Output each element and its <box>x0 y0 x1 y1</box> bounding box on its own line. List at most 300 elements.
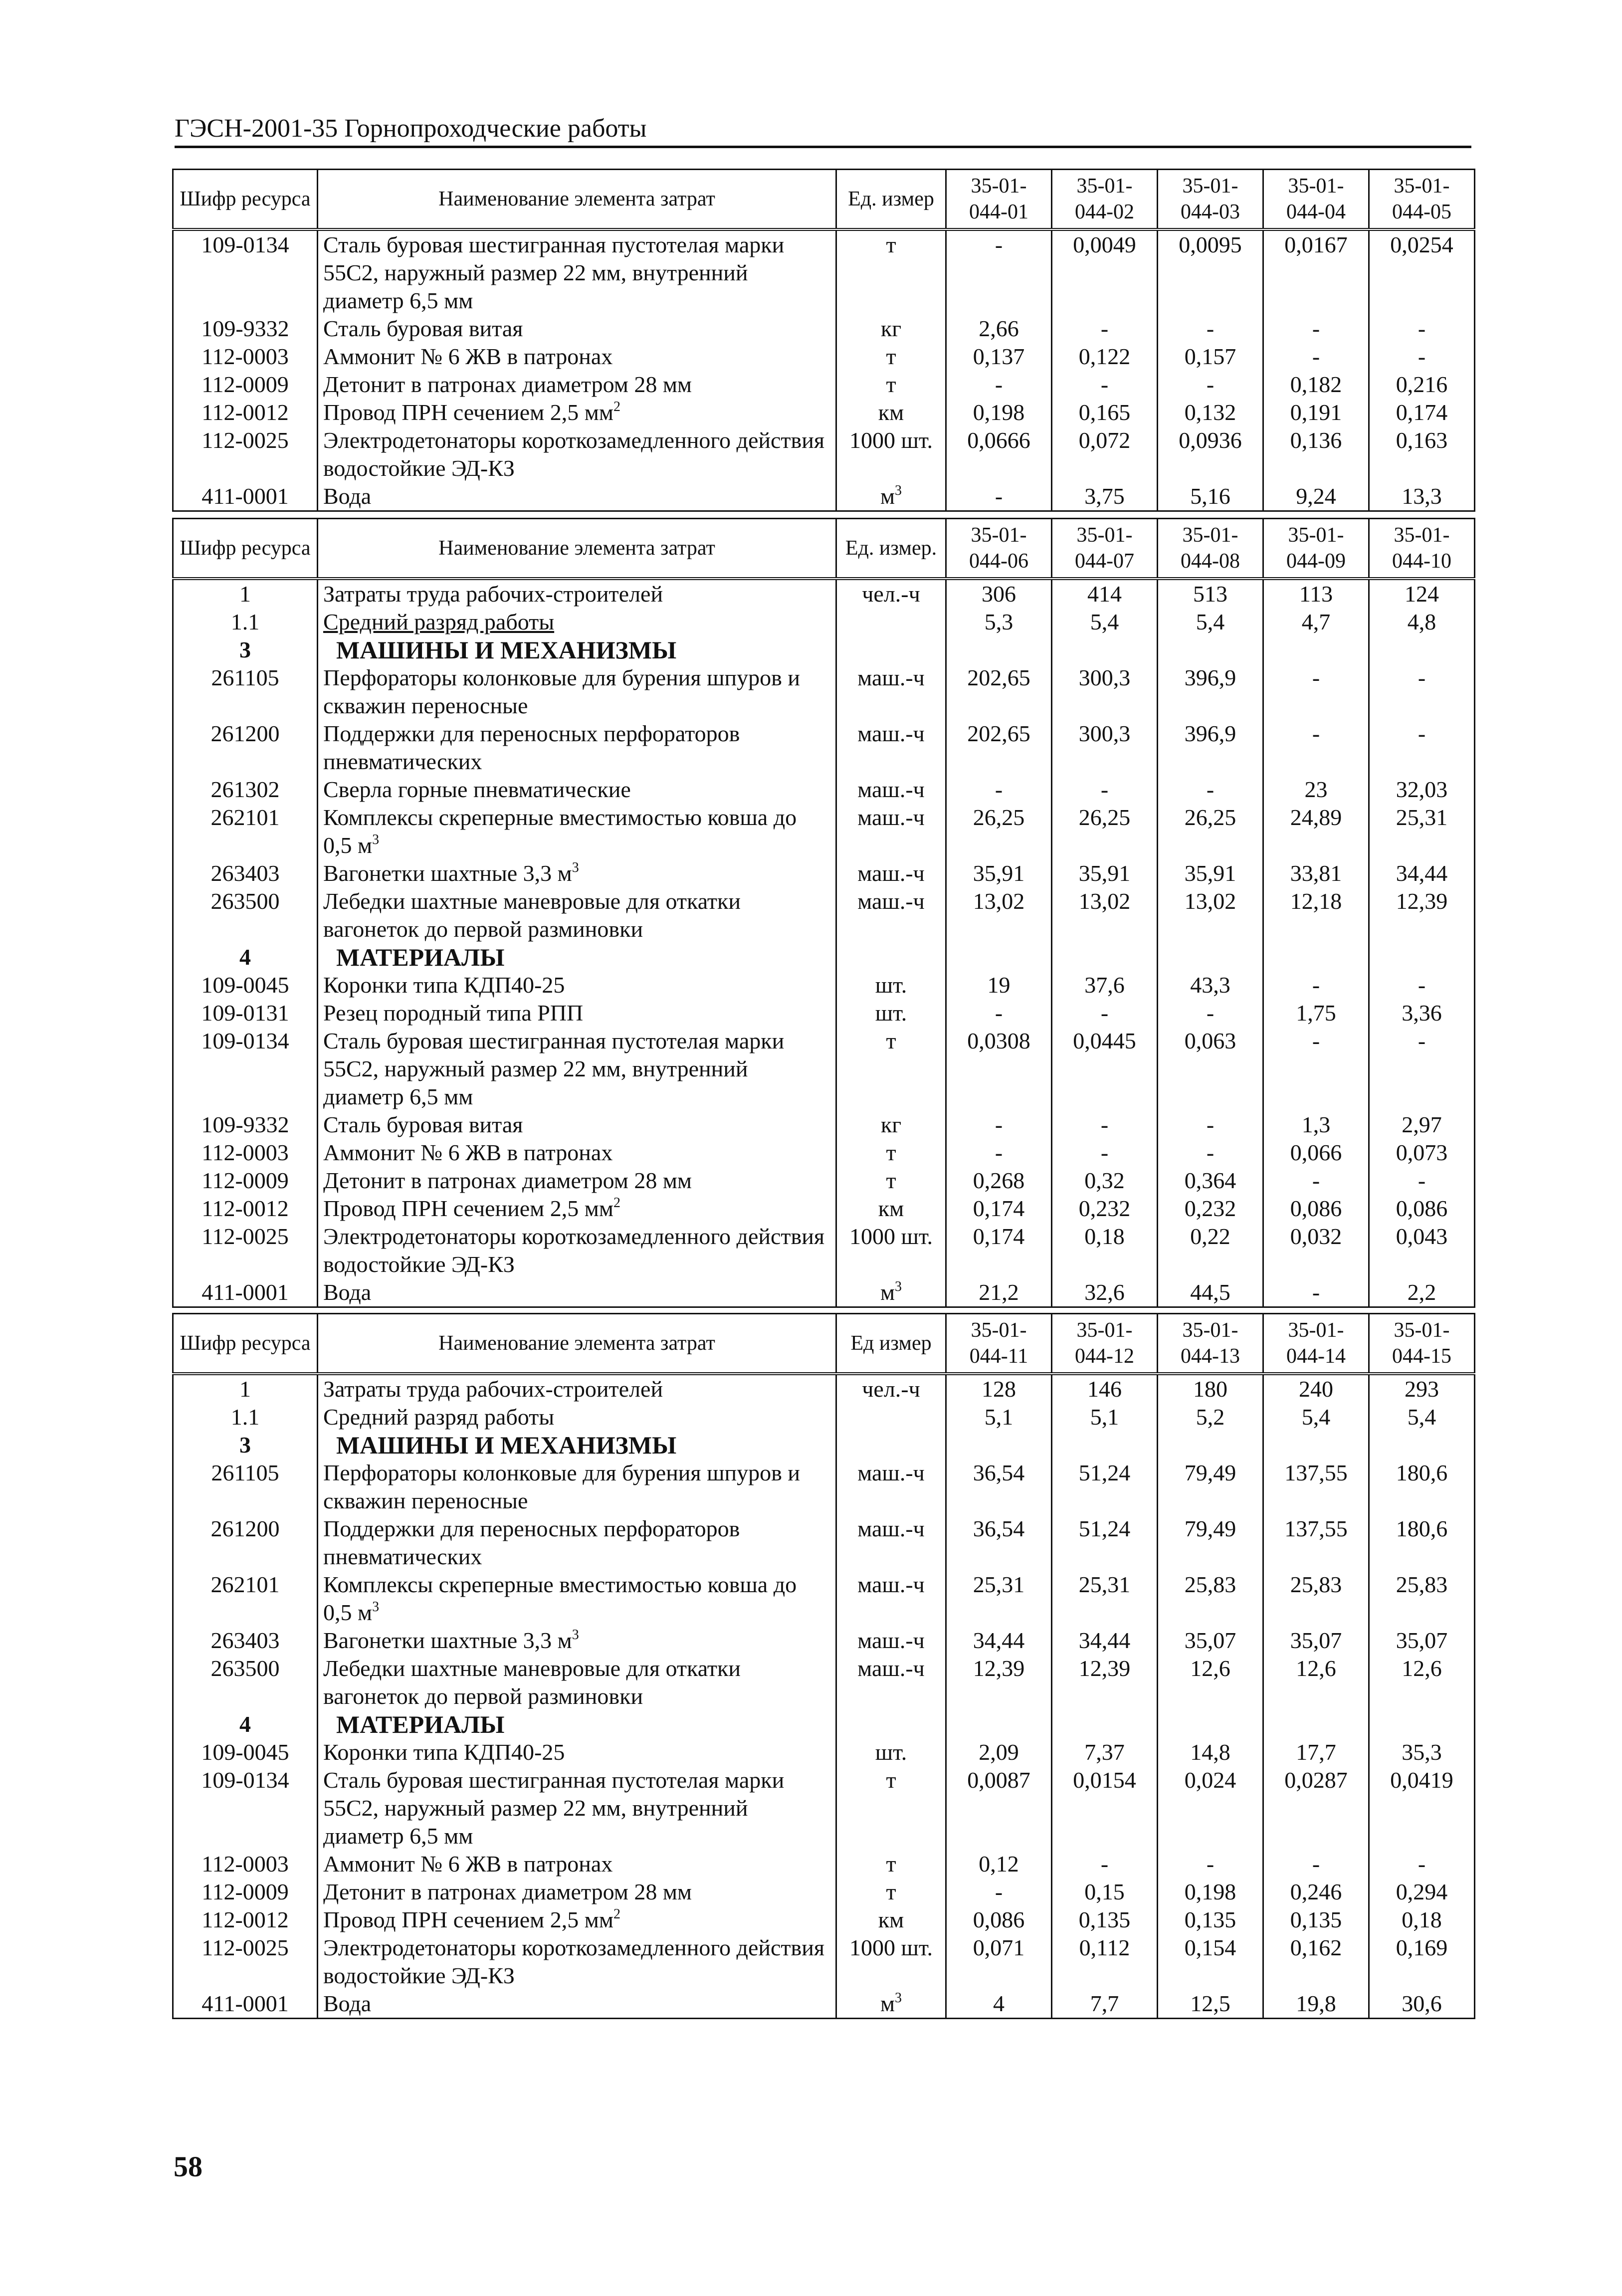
unit-of-measure <box>836 399 946 426</box>
unit-of-measure <box>836 1738 946 1766</box>
norm-value <box>1052 636 1158 664</box>
resource-name-text: Провод ПРН сечением 2,5 мм <box>323 400 614 425</box>
table-row <box>173 971 1475 999</box>
norm-value: 0,294 <box>1369 1878 1475 1906</box>
resource-name <box>318 1710 836 1738</box>
superscript: 3 <box>372 832 380 847</box>
table-row <box>173 720 1475 776</box>
unit-text: 1000 шт. <box>849 1224 933 1249</box>
unit-of-measure <box>836 887 946 943</box>
unit-of-measure <box>836 343 946 371</box>
table-row <box>173 859 1475 887</box>
norm-value: 0,073 <box>1369 1139 1475 1167</box>
norm-value: - <box>1052 999 1158 1027</box>
resource-name <box>318 1027 836 1111</box>
unit-of-measure <box>836 1766 946 1850</box>
unit-of-measure <box>836 1139 946 1167</box>
resource-name <box>318 1459 836 1515</box>
resource-name <box>318 804 836 859</box>
resource-name <box>318 426 836 482</box>
unit-text: чел.-ч <box>862 581 920 607</box>
superscript: 3 <box>895 1990 902 2006</box>
unit-text: т <box>886 1767 896 1793</box>
norm-value <box>946 1710 1052 1738</box>
resource-name <box>318 887 836 943</box>
resource-name-text: Детонит в патронах диаметром 28 мм <box>323 372 692 397</box>
unit-of-measure <box>836 482 946 511</box>
norm-value: 26,25 <box>946 804 1052 859</box>
norm-value: 0,163 <box>1369 426 1475 482</box>
norm-value: 0,174 <box>946 1223 1052 1278</box>
column-header-norm-code: 35-01- 044-11 <box>946 1314 1052 1374</box>
unit-of-measure <box>836 1374 946 1403</box>
norm-value: 26,25 <box>1158 804 1263 859</box>
resource-code: 112-0025 <box>173 1223 318 1278</box>
norm-value <box>1052 943 1158 971</box>
norm-value: 5,4 <box>1052 608 1158 636</box>
norm-value: - <box>1263 1167 1369 1195</box>
table-row <box>173 315 1475 343</box>
resource-code: 109-0045 <box>173 1738 318 1766</box>
norm-value: 0,246 <box>1263 1878 1369 1906</box>
norm-value: 34,44 <box>1369 859 1475 887</box>
norm-value: 202,65 <box>946 720 1052 776</box>
unit-of-measure <box>836 971 946 999</box>
unit-text: т <box>886 1140 896 1165</box>
resource-name-text: МАШИНЫ И МЕХАНИЗМЫ <box>336 636 677 664</box>
unit-text: т <box>886 1879 896 1904</box>
norm-value: 35,07 <box>1263 1627 1369 1655</box>
norm-value: 13,02 <box>1052 887 1158 943</box>
resource-code: 112-0009 <box>173 1167 318 1195</box>
column-header-norm-code: 35-01- 044-14 <box>1263 1314 1369 1374</box>
resource-name-text: Поддержки для переносных перфораторов пневматических <box>323 1516 740 1569</box>
unit-text: т <box>886 1028 896 1053</box>
unit-of-measure <box>836 859 946 887</box>
resource-code: 263500 <box>173 887 318 943</box>
column-header-norm-code: 35-01- 044-01 <box>946 170 1052 230</box>
column-header-name: Наименование элемента затрат <box>318 519 836 579</box>
resource-code: 112-0009 <box>173 371 318 399</box>
column-header-norm-code: 35-01- 044-06 <box>946 519 1052 579</box>
resource-name-text: Провод ПРН сечением 2,5 мм <box>323 1907 614 1932</box>
resource-name <box>318 315 836 343</box>
norm-value: 0,182 <box>1263 371 1369 399</box>
norm-value: 0,191 <box>1263 399 1369 426</box>
unit-of-measure <box>836 1278 946 1307</box>
norm-value: - <box>1052 315 1158 343</box>
norm-value: 17,7 <box>1263 1738 1369 1766</box>
norm-value: 34,44 <box>1052 1627 1158 1655</box>
table-row <box>173 1403 1475 1431</box>
norm-value: 33,81 <box>1263 859 1369 887</box>
resource-code: 112-0009 <box>173 1878 318 1906</box>
norm-value <box>1263 1431 1369 1459</box>
norm-value <box>946 1431 1052 1459</box>
table-row <box>173 664 1475 720</box>
resource-name-text: Аммонит № 6 ЖВ в патронах <box>323 1140 613 1165</box>
unit-text: км <box>878 1196 904 1221</box>
unit-of-measure <box>836 636 946 664</box>
table-row <box>173 1878 1475 1906</box>
norm-value: 414 <box>1052 579 1158 608</box>
column-header-norm-code: 35-01- 044-04 <box>1263 170 1369 230</box>
resource-name <box>318 776 836 804</box>
norm-value: 113 <box>1263 579 1369 608</box>
norm-value: - <box>946 1878 1052 1906</box>
norm-value: - <box>946 999 1052 1027</box>
norm-value: 0,198 <box>946 399 1052 426</box>
resource-name <box>318 1195 836 1223</box>
resource-code: 261302 <box>173 776 318 804</box>
norm-value: 0,174 <box>946 1195 1052 1223</box>
norm-value: 13,02 <box>946 887 1052 943</box>
section-row <box>173 943 1475 971</box>
resource-code: 263403 <box>173 1627 318 1655</box>
resource-name-text: Затраты труда рабочих-строителей <box>323 1376 663 1402</box>
resource-code: 109-0134 <box>173 1027 318 1111</box>
resource-name-text: Резец породный типа РПП <box>323 1000 584 1026</box>
unit-of-measure <box>836 1934 946 1990</box>
unit-text: 1000 шт. <box>849 427 933 453</box>
resource-name-text: Коронки типа КДП40-25 <box>323 1739 565 1765</box>
unit-of-measure <box>836 371 946 399</box>
norm-value: - <box>1369 1027 1475 1111</box>
unit-of-measure <box>836 579 946 608</box>
resource-name <box>318 482 836 511</box>
norm-value: 79,49 <box>1158 1515 1263 1571</box>
table-row <box>173 1738 1475 1766</box>
unit-of-measure <box>836 1431 946 1459</box>
unit-of-measure <box>836 1167 946 1195</box>
table-row <box>173 1167 1475 1195</box>
unit-of-measure <box>836 1027 946 1111</box>
resource-name <box>318 664 836 720</box>
norm-value: 0,232 <box>1052 1195 1158 1223</box>
norm-value: 25,83 <box>1158 1571 1263 1627</box>
table-header-row <box>173 519 1475 579</box>
resource-name <box>318 1850 836 1878</box>
norm-value <box>946 943 1052 971</box>
resource-name <box>318 1571 836 1627</box>
table-row <box>173 579 1475 608</box>
superscript: 3 <box>572 1627 579 1643</box>
resource-name-text: Перфораторы колонковые для бурения шпуров и скважин переносные <box>323 665 800 718</box>
norm-value: 1,3 <box>1263 1111 1369 1139</box>
resource-name-text: Лебедки шахтные маневровые для откатки вагонеток до первой разминовки <box>323 888 741 942</box>
table-row <box>173 608 1475 636</box>
norm-value: 124 <box>1369 579 1475 608</box>
norm-value: - <box>1052 1111 1158 1139</box>
table-row <box>173 804 1475 859</box>
norm-value: 0,071 <box>946 1934 1052 1990</box>
resource-code: 262101 <box>173 804 318 859</box>
column-header-norm-code: 35-01- 044-05 <box>1369 170 1475 230</box>
resource-name-text: Вагонетки шахтные 3,3 м <box>323 1628 572 1653</box>
norm-value: 19,8 <box>1263 1990 1369 2019</box>
resource-name-text: Сталь буровая витая <box>323 316 523 341</box>
resource-name-text: Сталь буровая шестигранная пустотелая марки 55С2, наружный размер 22 мм, внутренний диаметр 6,5 мм <box>323 232 785 313</box>
resource-code: 411-0001 <box>173 482 318 511</box>
column-header-code: Шифр ресурса <box>173 519 318 579</box>
norm-value: 5,1 <box>1052 1403 1158 1431</box>
unit-text: м <box>880 1279 895 1305</box>
resource-code: 109-0045 <box>173 971 318 999</box>
column-header-norm-code: 35-01- 044-07 <box>1052 519 1158 579</box>
table-row <box>173 1223 1475 1278</box>
norm-value: 12,6 <box>1263 1655 1369 1710</box>
norm-value: 0,0287 <box>1263 1766 1369 1850</box>
norm-value: 0,135 <box>1158 1906 1263 1934</box>
resource-name-text: Поддержки для переносных перфораторов пневматических <box>323 721 740 774</box>
norm-value: 12,6 <box>1158 1655 1263 1710</box>
resource-code: 261200 <box>173 1515 318 1571</box>
resource-name <box>318 1515 836 1571</box>
norm-value: - <box>1263 1850 1369 1878</box>
resource-code: 1.1 <box>173 608 318 636</box>
column-header-norm-code: 35-01- 044-12 <box>1052 1314 1158 1374</box>
resource-name-text: Вода <box>323 1279 372 1305</box>
norm-value: 4,7 <box>1263 608 1369 636</box>
unit-of-measure <box>836 1515 946 1571</box>
table-row <box>173 1571 1475 1627</box>
norm-value: 0,364 <box>1158 1167 1263 1195</box>
norm-value <box>1158 1710 1263 1738</box>
norm-value: 25,31 <box>1052 1571 1158 1627</box>
unit-of-measure <box>836 804 946 859</box>
resource-code: 112-0012 <box>173 399 318 426</box>
unit-of-measure <box>836 1710 946 1738</box>
table-row <box>173 1655 1475 1710</box>
norm-value <box>1369 1431 1475 1459</box>
norm-value: 0,136 <box>1263 426 1369 482</box>
resource-name-text: Вода <box>323 1991 372 2016</box>
unit-of-measure <box>836 608 946 636</box>
resource-name <box>318 1223 836 1278</box>
norm-value: 3,75 <box>1052 482 1158 511</box>
resource-name-text: Сталь буровая шестигранная пустотелая марки 55С2, наружный размер 22 мм, внутренний диаметр 6,5 мм <box>323 1767 785 1849</box>
norm-value: 7,37 <box>1052 1738 1158 1766</box>
norm-value: 51,24 <box>1052 1515 1158 1571</box>
norm-value: 0,232 <box>1158 1195 1263 1223</box>
norm-value: 0,0666 <box>946 426 1052 482</box>
norm-value: - <box>1369 1167 1475 1195</box>
unit-text: шт. <box>875 1739 907 1765</box>
unit-of-measure <box>836 1627 946 1655</box>
resource-code: 112-0012 <box>173 1195 318 1223</box>
resource-code: 1 <box>173 579 318 608</box>
resource-name <box>318 1431 836 1459</box>
resource-code: 261200 <box>173 720 318 776</box>
norm-value: 293 <box>1369 1374 1475 1403</box>
unit-of-measure <box>836 1850 946 1878</box>
unit-of-measure <box>836 1906 946 1934</box>
unit-text: т <box>886 344 896 369</box>
norm-value: 3,36 <box>1369 999 1475 1027</box>
norm-value: 24,89 <box>1263 804 1369 859</box>
resource-name-text: Провод ПРН сечением 2,5 мм <box>323 1196 614 1221</box>
norm-value: 0,135 <box>1263 1906 1369 1934</box>
unit-text: шт. <box>875 972 907 998</box>
norm-value: - <box>1263 971 1369 999</box>
table-row <box>173 887 1475 943</box>
unit-of-measure <box>836 999 946 1027</box>
unit-of-measure <box>836 315 946 343</box>
resource-name <box>318 1139 836 1167</box>
norm-value: 0,086 <box>946 1906 1052 1934</box>
norm-value: - <box>1263 1278 1369 1307</box>
norm-value: - <box>1052 371 1158 399</box>
norm-value: 14,8 <box>1158 1738 1263 1766</box>
norm-value: 9,24 <box>1263 482 1369 511</box>
norm-value: - <box>1158 1111 1263 1139</box>
resource-code: 1.1 <box>173 1403 318 1431</box>
unit-text: маш.-ч <box>857 1656 925 1681</box>
norm-value: 0,043 <box>1369 1223 1475 1278</box>
norm-value: 0,22 <box>1158 1223 1263 1278</box>
norm-value: - <box>1158 315 1263 343</box>
norm-value: 0,032 <box>1263 1223 1369 1278</box>
resource-name-text: Электродетонаторы короткозамедленного действия водостойкие ЭД-КЗ <box>323 1224 824 1277</box>
norm-value: 396,9 <box>1158 720 1263 776</box>
resource-name-text: МАШИНЫ И МЕХАНИЗМЫ <box>336 1431 677 1459</box>
section-row <box>173 1710 1475 1738</box>
norm-value <box>1263 636 1369 664</box>
table-row <box>173 1515 1475 1571</box>
resource-name-text: Детонит в патронах диаметром 28 мм <box>323 1879 692 1904</box>
norm-value: 0,0167 <box>1263 229 1369 315</box>
norm-value: 32,6 <box>1052 1278 1158 1307</box>
norm-value: - <box>1052 776 1158 804</box>
norm-value: - <box>1263 720 1369 776</box>
resource-name <box>318 1655 836 1710</box>
table-row <box>173 776 1475 804</box>
norm-value: 0,162 <box>1263 1934 1369 1990</box>
table-row <box>173 426 1475 482</box>
superscript: 3 <box>372 1599 380 1615</box>
norm-value <box>1263 1710 1369 1738</box>
norm-value: 0,0419 <box>1369 1766 1475 1850</box>
norm-value: 0,157 <box>1158 343 1263 371</box>
norm-value: 0,0445 <box>1052 1027 1158 1111</box>
resource-code: 3 <box>173 1431 318 1459</box>
norm-value: - <box>1158 1139 1263 1167</box>
table-row <box>173 1195 1475 1223</box>
norm-value: 180 <box>1158 1374 1263 1403</box>
norm-value: 0,12 <box>946 1850 1052 1878</box>
resource-code: 109-9332 <box>173 1111 318 1139</box>
unit-text: т <box>886 372 896 397</box>
unit-text: кг <box>880 1112 902 1137</box>
norm-value: 23 <box>1263 776 1369 804</box>
unit-text: маш.-ч <box>857 805 925 830</box>
unit-of-measure <box>836 1403 946 1431</box>
resource-name-text: Сверла горные пневматические <box>323 777 631 802</box>
resource-code: 261105 <box>173 1459 318 1515</box>
norm-value: 2,97 <box>1369 1111 1475 1139</box>
unit-of-measure <box>836 943 946 971</box>
column-header-unit: Ед. измер. <box>836 519 946 579</box>
norm-value: 35,07 <box>1158 1627 1263 1655</box>
resource-code: 112-0003 <box>173 1139 318 1167</box>
norm-value: 13,02 <box>1158 887 1263 943</box>
table-row <box>173 482 1475 511</box>
resource-name <box>318 1627 836 1655</box>
resource-code: 112-0003 <box>173 1850 318 1878</box>
norm-value: 0,024 <box>1158 1766 1263 1850</box>
norm-value: 0,132 <box>1158 399 1263 426</box>
norm-value: 513 <box>1158 579 1263 608</box>
norm-value: 0,0254 <box>1369 229 1475 315</box>
superscript: 2 <box>613 1906 621 1922</box>
resource-name-text: Сталь буровая шестигранная пустотелая марки 55С2, наружный размер 22 мм, внутренний диаметр 6,5 мм <box>323 1028 785 1109</box>
unit-of-measure <box>836 1111 946 1139</box>
resource-name-text: Коронки типа КДП40-25 <box>323 972 565 998</box>
norm-value: - <box>946 482 1052 511</box>
norm-value: - <box>1369 971 1475 999</box>
column-header-unit: Ед. измер <box>836 170 946 230</box>
norm-value: - <box>1369 343 1475 371</box>
column-header-code: Шифр ресурса <box>173 170 318 230</box>
unit-of-measure <box>836 1571 946 1627</box>
norm-value: 5,4 <box>1369 1403 1475 1431</box>
norm-value: 0,18 <box>1052 1223 1158 1278</box>
resource-code: 109-0134 <box>173 1766 318 1850</box>
resource-name <box>318 1278 836 1307</box>
norm-value: 0,154 <box>1158 1934 1263 1990</box>
resource-name-text: Детонит в патронах диаметром 28 мм <box>323 1168 692 1193</box>
norm-value: 21,2 <box>946 1278 1052 1307</box>
norm-value: 12,39 <box>946 1655 1052 1710</box>
table-row <box>173 1111 1475 1139</box>
resource-name <box>318 229 836 315</box>
table-row <box>173 1139 1475 1167</box>
norm-value: 0,268 <box>946 1167 1052 1195</box>
norm-value: 34,44 <box>946 1627 1052 1655</box>
resource-name <box>318 1111 836 1139</box>
unit-of-measure <box>836 1195 946 1223</box>
norm-value: 2,09 <box>946 1738 1052 1766</box>
norm-value: 37,6 <box>1052 971 1158 999</box>
norm-value: 12,39 <box>1369 887 1475 943</box>
table-row <box>173 1027 1475 1111</box>
norm-value: - <box>1263 315 1369 343</box>
unit-text: маш.-ч <box>857 888 925 914</box>
norm-value: - <box>1158 371 1263 399</box>
column-header-unit: Ед измер <box>836 1314 946 1374</box>
resource-code: 261105 <box>173 664 318 720</box>
column-header-norm-code: 35-01- 044-08 <box>1158 519 1263 579</box>
norm-value: 0,0154 <box>1052 1766 1158 1850</box>
table-row <box>173 399 1475 426</box>
resource-code: 262101 <box>173 1571 318 1627</box>
norm-value: 137,55 <box>1263 1515 1369 1571</box>
norm-value <box>1369 943 1475 971</box>
table-header-row <box>173 170 1475 230</box>
unit-of-measure <box>836 1223 946 1278</box>
norm-value: 5,16 <box>1158 482 1263 511</box>
resource-name <box>318 608 836 636</box>
column-header-norm-code: 35-01- 044-10 <box>1369 519 1475 579</box>
norm-value: - <box>946 371 1052 399</box>
unit-text: шт. <box>875 1000 907 1026</box>
norm-value: - <box>1369 315 1475 343</box>
norm-value: - <box>1369 664 1475 720</box>
unit-of-measure <box>836 1990 946 2019</box>
unit-text: км <box>878 1907 904 1932</box>
resource-name <box>318 1766 836 1850</box>
norm-value: 32,03 <box>1369 776 1475 804</box>
